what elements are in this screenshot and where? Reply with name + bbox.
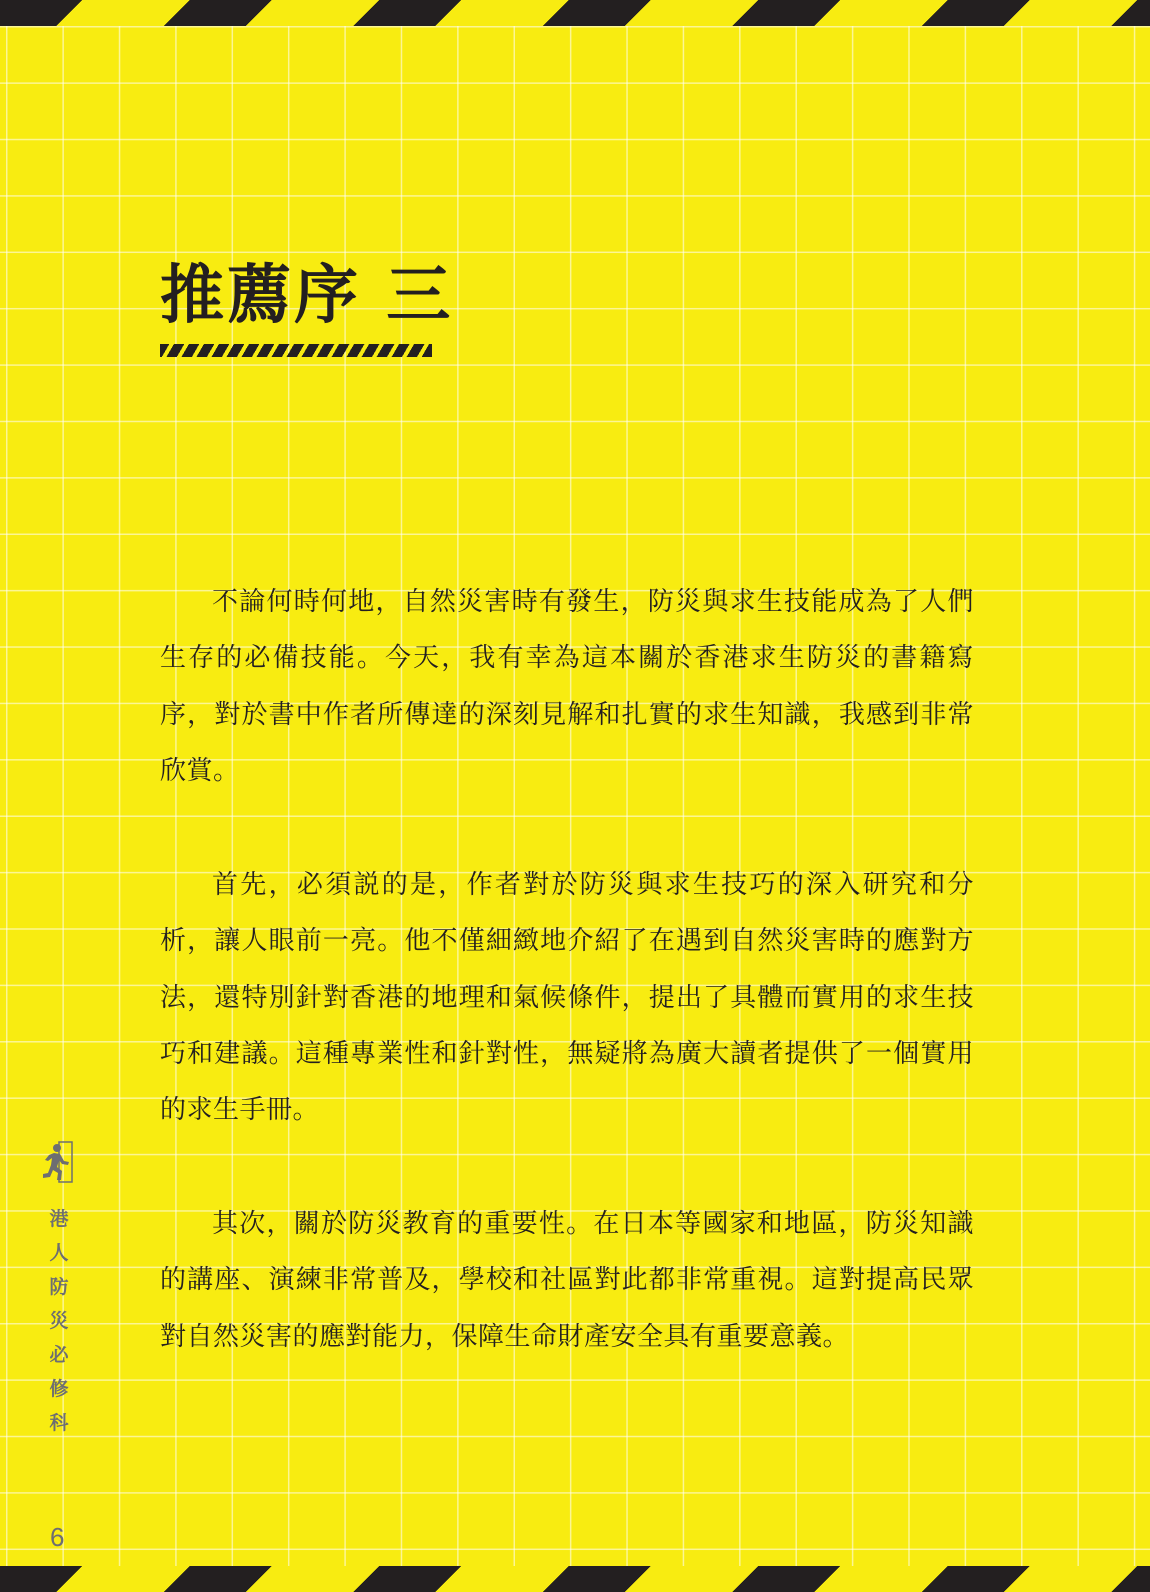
hazard-stripe-top — [0, 0, 1150, 26]
body-paragraph-2: 首先，必須説的是，作者對於防災與求生技巧的深入研究和分析，讓人眼前一亮。他不僅細緻地介紹了在遇到自然災害時的應對方法，還特別針對香港的地理和氣候條件，提出了具體而實用的求生技巧和建議。這種專業性和針對性，無疑將為廣大讀者提供了一個實用的求生手冊。 — [160, 870, 974, 1126]
running-man-exit-icon — [40, 1140, 74, 1186]
body-paragraph-1: 不論何時何地，自然災害時有發生，防災與求生技能成為了人們生存的必備技能。今天，我有幸為這本關於香港求生防災的書籍寫序，對於書中作者所傳達的深刻見解和扎實的求生知識，我感到非常欣賞。 — [160, 587, 974, 786]
page-number: 6 — [50, 1522, 65, 1552]
page-title: 推薦序 三 — [160, 259, 454, 333]
title-underline-stripe — [160, 344, 432, 357]
sidebar-title-char: 防 — [49, 1276, 69, 1298]
sidebar-book-title — [44, 1202, 74, 1440]
sidebar-title-char: 修 — [49, 1378, 69, 1400]
sidebar-title-char: 科 — [49, 1412, 69, 1434]
sidebar-title-char: 港 — [49, 1208, 69, 1230]
body-paragraph-3: 其次，關於防災教育的重要性。在日本等國家和地區，防災知識的講座、演練非常普及，學校和社區對此都非常重視。這對提高民眾對自然災害的應對能力，保障生命財產安全具有重要意義。 — [160, 1209, 974, 1352]
sidebar-title-char: 災 — [49, 1310, 69, 1332]
hazard-stripe-bottom — [0, 1566, 1150, 1592]
sidebar-title-char: 必 — [49, 1344, 69, 1366]
sidebar-title-char: 人 — [49, 1242, 69, 1264]
